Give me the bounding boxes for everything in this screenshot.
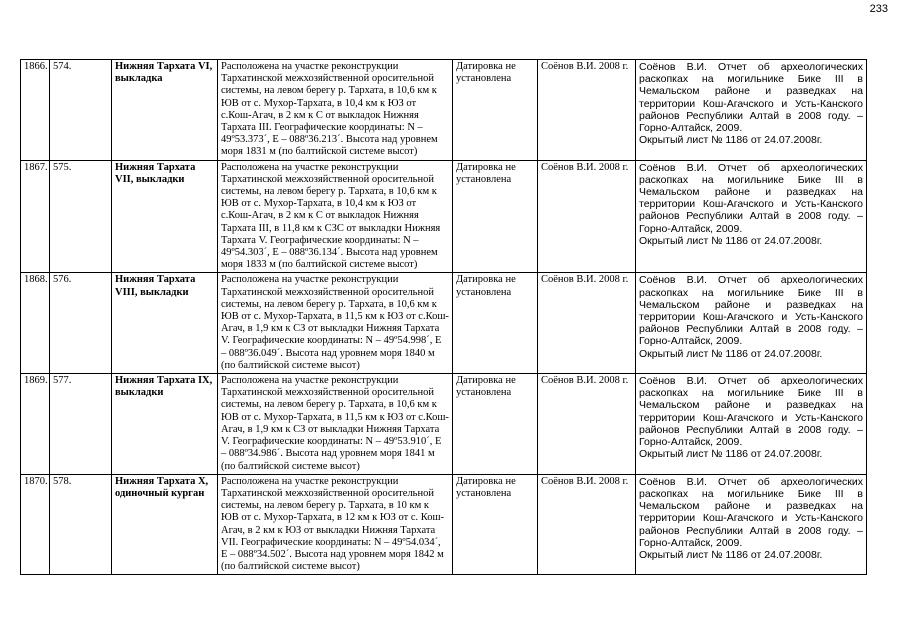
site-number: 576. xyxy=(50,273,112,374)
site-name: Нижняя Тархата X, одиночный курган xyxy=(112,474,218,575)
site-name: Нижняя Тархата IX, выкладки xyxy=(112,374,218,475)
site-dating: Датировка не установлена xyxy=(453,374,538,475)
site-author: Соёнов В.И. 2008 г. xyxy=(538,474,636,575)
site-number: 577. xyxy=(50,374,112,475)
table-row xyxy=(21,60,867,161)
report-citation: Соёнов В.И. Отчет об археологических раскопках на могильнике Бике III в Чемальском районе и разведках на территории Кош-Агачского и Усть-Канского районов Республики Алтай в 2008 году. – Горно-Алтайск, 2009. xyxy=(639,61,863,135)
report-cell xyxy=(636,160,867,273)
table-row xyxy=(21,160,867,273)
site-description: Расположена на участке реконструкции Тархатинской межхозяйственной оросительной системы, на левом берегу р. Тархата, в 10 км к ЮВ от с. Мухор-Тархата, в 12 км к ЮЗ от с. Кош-Агач, в 2 км к ЮЗ от выкладки Нижняя Тархата VII. Географические координаты: N – 49º54.034´, E – 088º34.502´. Высота над уровнем моря 1842 м (по балтийской системе высот) xyxy=(218,474,453,575)
report-citation: Соёнов В.И. Отчет об археологических раскопках на могильнике Бике III в Чемальском районе и разведках на территории Кош-Агачского и Усть-Канского районов Республики Алтай в 2008 году. – Горно-Алтайск, 2009. xyxy=(639,274,863,348)
permit-info: Окрытый лист № 1186 от 24.07.2008г. xyxy=(639,234,823,247)
report-cell xyxy=(636,60,867,161)
site-name: Нижняя Тархата VII, выкладки xyxy=(112,160,218,273)
site-author: Соёнов В.И. 2008 г. xyxy=(538,374,636,475)
permit-info: Окрытый лист № 1186 от 24.07.2008г. xyxy=(639,134,823,147)
table-row xyxy=(21,374,867,475)
site-number: 574. xyxy=(50,60,112,161)
site-number: 578. xyxy=(50,474,112,575)
site-dating: Датировка не установлена xyxy=(453,60,538,161)
site-dating: Датировка не установлена xyxy=(453,273,538,374)
site-author: Соёнов В.И. 2008 г. xyxy=(538,160,636,273)
report-citation: Соёнов В.И. Отчет об археологических раскопках на могильнике Бике III в Чемальском районе и разведках на территории Кош-Агачского и Усть-Канского районов Республики Алтай в 2008 году. – Горно-Алтайск, 2009. xyxy=(639,161,863,235)
report-citation: Соёнов В.И. Отчет об археологических раскопках на могильнике Бике III в Чемальском районе и разведках на территории Кош-Агачского и Усть-Канского районов Республики Алтай в 2008 году. – Горно-Алтайск, 2009. xyxy=(639,475,863,549)
page-number: 233 xyxy=(869,3,888,15)
monuments-table xyxy=(20,59,867,575)
site-name: Нижняя Тархата VIII, выкладки xyxy=(112,273,218,374)
site-description: Расположена на участке реконструкции Тархатинской межхозяйственной оросительной системы, на левом берегу р. Тархата, в 10,6 км к ЮВ от с. Мухор-Тархата, в 10,4 км к ЮЗ от с.Кош-Агач, в 2 км к С от выкладок Нижняя Тархата III. Географические координаты: N – 49º53.373´, E – 088º36.213´. Высота над уровнем моря 1831 м (по балтийской системе высот) xyxy=(218,60,453,161)
table-row xyxy=(21,273,867,374)
site-author: Соёнов В.И. 2008 г. xyxy=(538,273,636,374)
site-number: 575. xyxy=(50,160,112,273)
record-number: 1866. xyxy=(21,60,50,161)
record-number: 1869. xyxy=(21,374,50,475)
report-cell xyxy=(636,374,867,475)
record-number: 1870. xyxy=(21,474,50,575)
permit-info: Окрытый лист № 1186 от 24.07.2008г. xyxy=(639,548,823,561)
report-cell xyxy=(636,474,867,575)
site-dating: Датировка не установлена xyxy=(453,160,538,273)
permit-info: Окрытый лист № 1186 от 24.07.2008г. xyxy=(639,448,823,461)
permit-info: Окрытый лист № 1186 от 24.07.2008г. xyxy=(639,347,823,360)
site-description: Расположена на участке реконструкции Тархатинской межхозяйственной оросительной системы, на левом берегу р. Тархата, в 10,6 км к ЮВ от с. Мухор-Тархата, в 10,4 км к ЮЗ от с.Кош-Агач, в 2 км к С от выкладок Нижняя Тархата III, в 11,8 км к СЗС от выкладки Нижняя Тархата V. Географические координаты: N – 49º54.303´, E – 088º36.134´. Высота над уровнем моря 1833 м (по балтийской системе высот) xyxy=(218,160,453,273)
record-number: 1868. xyxy=(21,273,50,374)
record-number: 1867. xyxy=(21,160,50,273)
report-cell xyxy=(636,273,867,374)
table-row xyxy=(21,474,867,575)
site-dating: Датировка не установлена xyxy=(453,474,538,575)
site-author: Соёнов В.И. 2008 г. xyxy=(538,60,636,161)
site-name: Нижняя Тархата VI, выкладка xyxy=(112,60,218,161)
report-citation: Соёнов В.И. Отчет об археологических раскопках на могильнике Бике III в Чемальском районе и разведках на территории Кош-Агачского и Усть-Канского районов Республики Алтай в 2008 году. – Горно-Алтайск, 2009. xyxy=(639,375,863,449)
site-description: Расположена на участке реконструкции Тархатинской межхозяйственной оросительной системы, на левом берегу р. Тархата, в 10,6 км к ЮВ от с. Мухор-Тархата, в 11,5 км к ЮЗ от с.Кош-Агач, в 1,9 км к СЗ от выкладки Нижняя Тархата V. Географические координаты: N – 49º54.998´, E – 088º36.049´. Высота над уровнем моря 1840 м (по балтийской системе высот) xyxy=(218,273,453,374)
site-description: Расположена на участке реконструкции Тархатинской межхозяйственной оросительной системы, на левом берегу р. Тархата, в 10,6 км к ЮВ от с. Мухор-Тархата, в 11,5 км к ЮЗ от с.Кош-Агач, в 1,9 км к СЗ от выкладки Нижняя Тархата V. Географические координаты: N – 49º53.910´, E – 088º34.986´. Высота над уровнем моря 1841 м (по балтийской системе высот) xyxy=(218,374,453,475)
